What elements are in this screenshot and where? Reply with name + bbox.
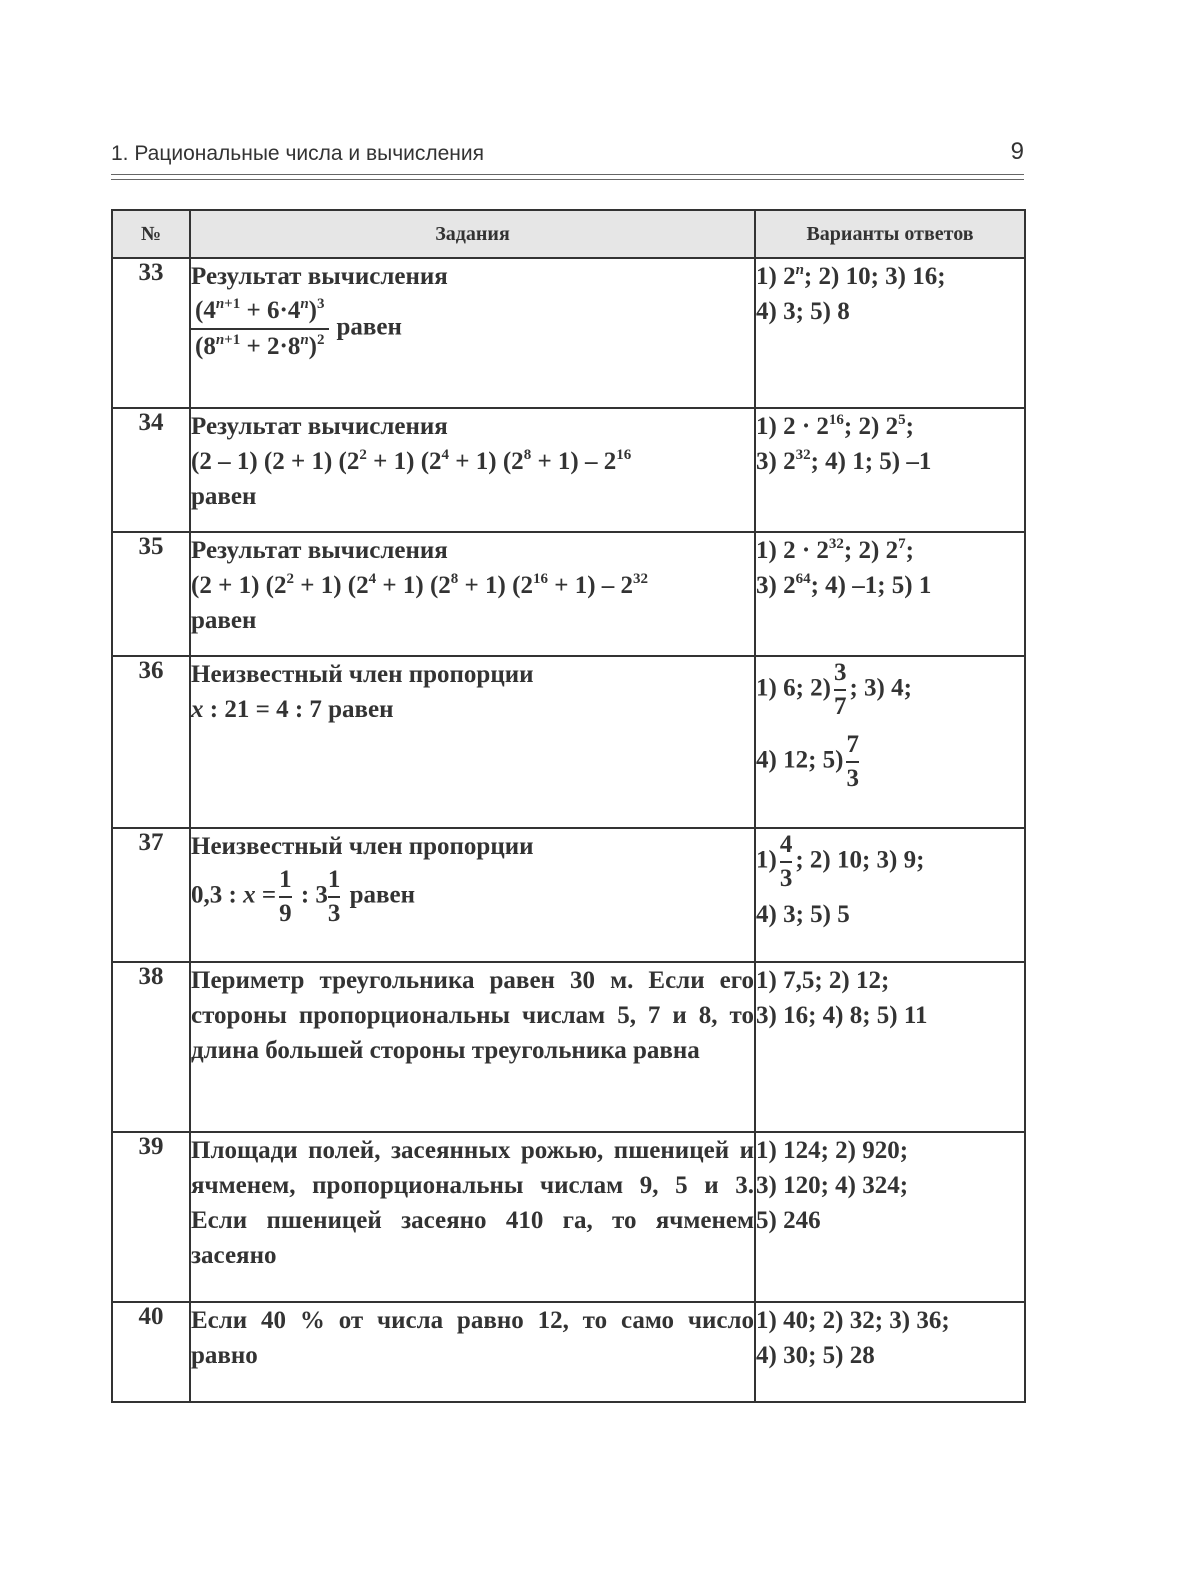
answer-line: 3) $2^{32}$; 4) 1; 5) –1 <box>756 447 932 475</box>
answer-options <box>755 408 1025 532</box>
fraction-denominator: $(8^{n+1} + 2\cdot 8^n)^2$ <box>195 332 325 360</box>
task-text <box>190 258 755 408</box>
answer-options <box>755 828 1025 962</box>
header-rule <box>111 174 1024 175</box>
answer-line: 4) 3; 5) 5 <box>756 901 850 928</box>
answer-line: 5) 246 <box>756 1207 821 1234</box>
answer-line: 4) 12; 5) $\frac{7}{3}$ <box>756 729 1024 795</box>
answer-line: 1) $\frac{4}{3}$ ; 2) 10; 3) 9; <box>756 829 1024 895</box>
table-row <box>112 962 1025 1132</box>
table-row <box>112 828 1025 962</box>
task-suffix: равен <box>191 607 257 634</box>
answer-line: 3) 16; 4) 8; 5) 11 <box>756 1002 928 1029</box>
header-rule <box>111 179 1024 180</box>
table-row <box>112 258 1025 408</box>
task-number: 34 <box>112 408 190 532</box>
task-suffix: равен <box>191 483 257 510</box>
answer-line: 1) 2$^n$; 2) 10; 3) 16; <box>756 262 946 290</box>
table-row <box>112 532 1025 656</box>
task-text: Периметр треугольника равен 30 м. Если его стороны пропорциональны числам 5, 7 и 8, то длина большей стороны треугольника равна <box>190 962 755 1132</box>
task-text <box>190 408 755 532</box>
task-line: Неизвестный член пропорции <box>191 833 534 860</box>
task-line: Неизвестный член пропорции <box>191 661 534 688</box>
answer-line: 1) 124; 2) 920; <box>756 1137 909 1164</box>
page-header <box>111 138 1024 183</box>
answer-line: 1) 7,5; 2) 12; <box>756 967 890 994</box>
tasks-table <box>111 209 1026 1403</box>
task-number: 38 <box>112 962 190 1132</box>
answer-line: 3) $2^{64}$; 4) –1; 5) 1 <box>756 571 932 599</box>
answer-options <box>755 962 1025 1132</box>
task-text <box>190 532 755 656</box>
page-number: 9 <box>1010 138 1024 165</box>
fraction: $\frac{7}{3}$ <box>846 731 859 792</box>
answer-options <box>755 1302 1025 1402</box>
fraction: $\frac{1}{3}$ <box>327 866 341 927</box>
fraction: $\frac{4}{3}$ <box>779 831 793 892</box>
column-header-tasks: Задания <box>190 210 755 258</box>
task-prefix: Результат вычисления <box>191 537 448 564</box>
task-number: 33 <box>112 258 190 408</box>
task-expression: (2 – 1) (2 + 1) $(2^2 + 1) (2^4 + 1) (2^8 + 1) - 2^{16}$ <box>191 447 632 475</box>
fraction: $\frac{3}{7}$ <box>833 659 847 720</box>
task-number: 36 <box>112 656 190 828</box>
task-expression: (2 + 1) $(2^2 + 1) (2^4 + 1) (2^8 + 1) (2^{16} + 1) - 2^{32}$ <box>191 571 649 599</box>
answer-line: 1) 40; 2) 32; 3) 36; <box>756 1307 950 1334</box>
fraction-numerator: $(4^{n+1} + 6\cdot 4^n)^3$ <box>191 294 329 330</box>
table-row <box>112 1132 1025 1302</box>
column-header-number: № <box>112 210 190 258</box>
task-prefix: Результат вычисления <box>191 413 448 440</box>
answer-options <box>755 1132 1025 1302</box>
task-suffix: равен <box>336 313 402 341</box>
task-text <box>190 656 755 828</box>
column-header-answers: Варианты ответов <box>755 210 1025 258</box>
task-text <box>190 828 755 962</box>
answer-line: 4) 3; 5) 8 <box>756 298 850 325</box>
task-number: 35 <box>112 532 190 656</box>
answer-line: 1) $2 \cdot 2^{32}$; 2) $2^7$; <box>756 536 914 564</box>
task-prefix: Результат вычисления <box>191 263 448 290</box>
task-text: Если 40 % от числа равно 12, то само число равно <box>190 1302 755 1402</box>
answer-options <box>755 656 1025 828</box>
task-line: 0,3 : x = $\frac{1}{9}$ : 3 $\frac{1}{3}$ равен <box>191 864 754 930</box>
table-row <box>112 408 1025 532</box>
chapter-title: 1. Рациональные числа и вычисления <box>111 142 485 165</box>
answer-options <box>755 258 1025 408</box>
fraction: $\frac{1}{9}$ <box>279 866 292 927</box>
answer-line: 4) 30; 5) 28 <box>756 1342 875 1369</box>
answer-options <box>755 532 1025 656</box>
task-number: 39 <box>112 1132 190 1302</box>
table-row <box>112 1302 1025 1402</box>
task-number: 40 <box>112 1302 190 1402</box>
task-number: 37 <box>112 828 190 962</box>
answer-line: 3) 120; 4) 324; <box>756 1172 909 1199</box>
answer-line: 1) $2 \cdot 2^{16}$; 2) $2^5$; <box>756 412 914 440</box>
table-header-row <box>112 210 1025 258</box>
task-text: Площади полей, засеянных рожью, пшеницей и ячменем, пропорциональны числам 9, 5 и 3. Если пшеницей засеяно 410 га, то ячменем засеяно <box>190 1132 755 1302</box>
table-row <box>112 656 1025 828</box>
task-fraction <box>191 294 329 364</box>
task-line: x : 21 = 4 : 7 равен <box>191 696 394 723</box>
answer-line: 1) 6; 2) $\frac{3}{7}$ ; 3) 4; <box>756 657 1024 723</box>
